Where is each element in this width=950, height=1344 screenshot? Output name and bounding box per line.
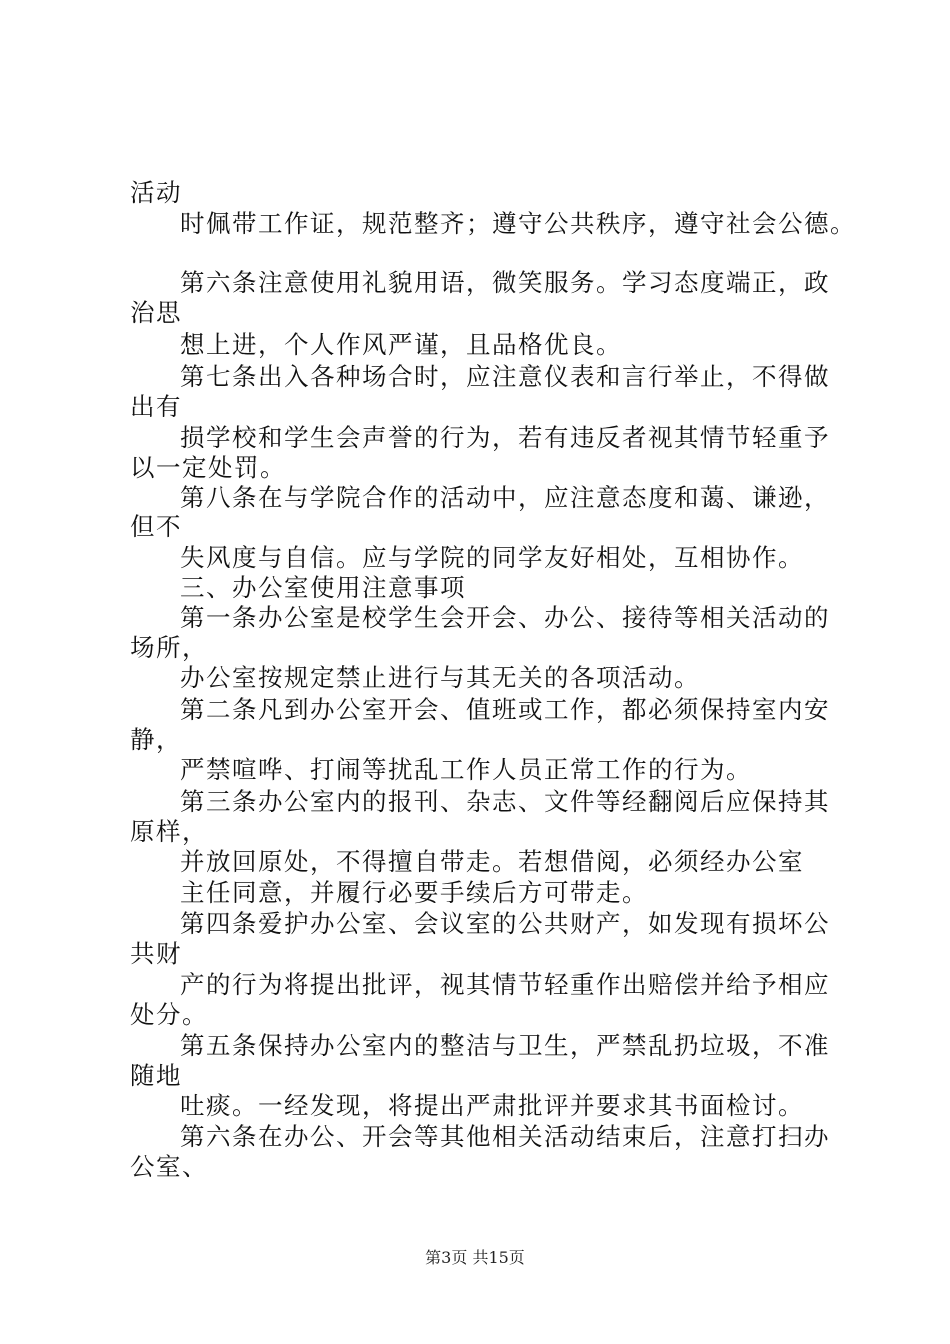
text-line: 主任同意，并履行必要手续后方可带走。 <box>180 878 648 907</box>
text-line: 随地 <box>130 1061 182 1090</box>
page-footer: 第3页 共15页 <box>425 1248 525 1267</box>
text-line: 场所， <box>130 633 208 662</box>
text-line: 第二条凡到办公室开会、值班或工作，都必须保持室内安 <box>180 695 830 724</box>
text-line: 三、办公室使用注意事项 <box>180 573 466 602</box>
text-line: 损学校和学生会声誉的行为，若有违反者视其情节轻重予 <box>180 423 830 452</box>
text-line: 第六条注意使用礼貌用语，微笑服务。学习态度端正，政 <box>180 268 830 297</box>
text-line: 公室、 <box>130 1152 208 1181</box>
text-line: 第八条在与学院合作的活动中，应注意态度和蔼、谦逊， <box>180 483 830 512</box>
text-line: 原样， <box>130 817 208 846</box>
text-line: 并放回原处，不得擅自带走。若想借阅，必须经办公室 <box>180 847 804 876</box>
text-line: 第五条保持办公室内的整洁与卫生，严禁乱扔垃圾，不准 <box>180 1031 830 1060</box>
text-line: 处分。 <box>130 1000 208 1029</box>
text-line: 共财 <box>130 939 182 968</box>
text-line: 想上进，个人作风严谨，且品格优良。 <box>180 330 622 359</box>
text-line: 第六条在办公、开会等其他相关活动结束后，注意打扫办 <box>180 1122 830 1151</box>
text-line: 吐痰。一经发现，将提出严肃批评并要求其书面检讨。 <box>180 1091 804 1120</box>
text-line: 失风度与自信。应与学院的同学友好相处，互相协作。 <box>180 543 804 572</box>
text-line: 产的行为将提出批评，视其情节轻重作出赔偿并给予相应 <box>180 970 830 999</box>
text-line: 但不 <box>130 512 182 541</box>
text-line: 时佩带工作证，规范整齐；遵守公共秩序，遵守社会公德。 <box>180 209 856 238</box>
text-line: 治思 <box>130 298 182 327</box>
text-line: 第七条出入各种场合时，应注意仪表和言行举止，不得做 <box>180 362 830 391</box>
text-line: 严禁喧哗、打闹等扰乱工作人员正常工作的行为。 <box>180 755 752 784</box>
text-line: 第四条爱护办公室、会议室的公共财产，如发现有损坏公 <box>180 909 830 938</box>
text-line: 以一定处罚。 <box>130 453 286 482</box>
text-line: 出有 <box>130 392 182 421</box>
text-line: 第三条办公室内的报刊、杂志、文件等经翻阅后应保持其 <box>180 787 830 816</box>
text-line: 静， <box>130 725 182 754</box>
text-line: 第一条办公室是校学生会开会、办公、接待等相关活动的 <box>180 603 830 632</box>
text-line: 办公室按规定禁止进行与其无关的各项活动。 <box>180 663 700 692</box>
text-line: 活动 <box>130 178 182 207</box>
